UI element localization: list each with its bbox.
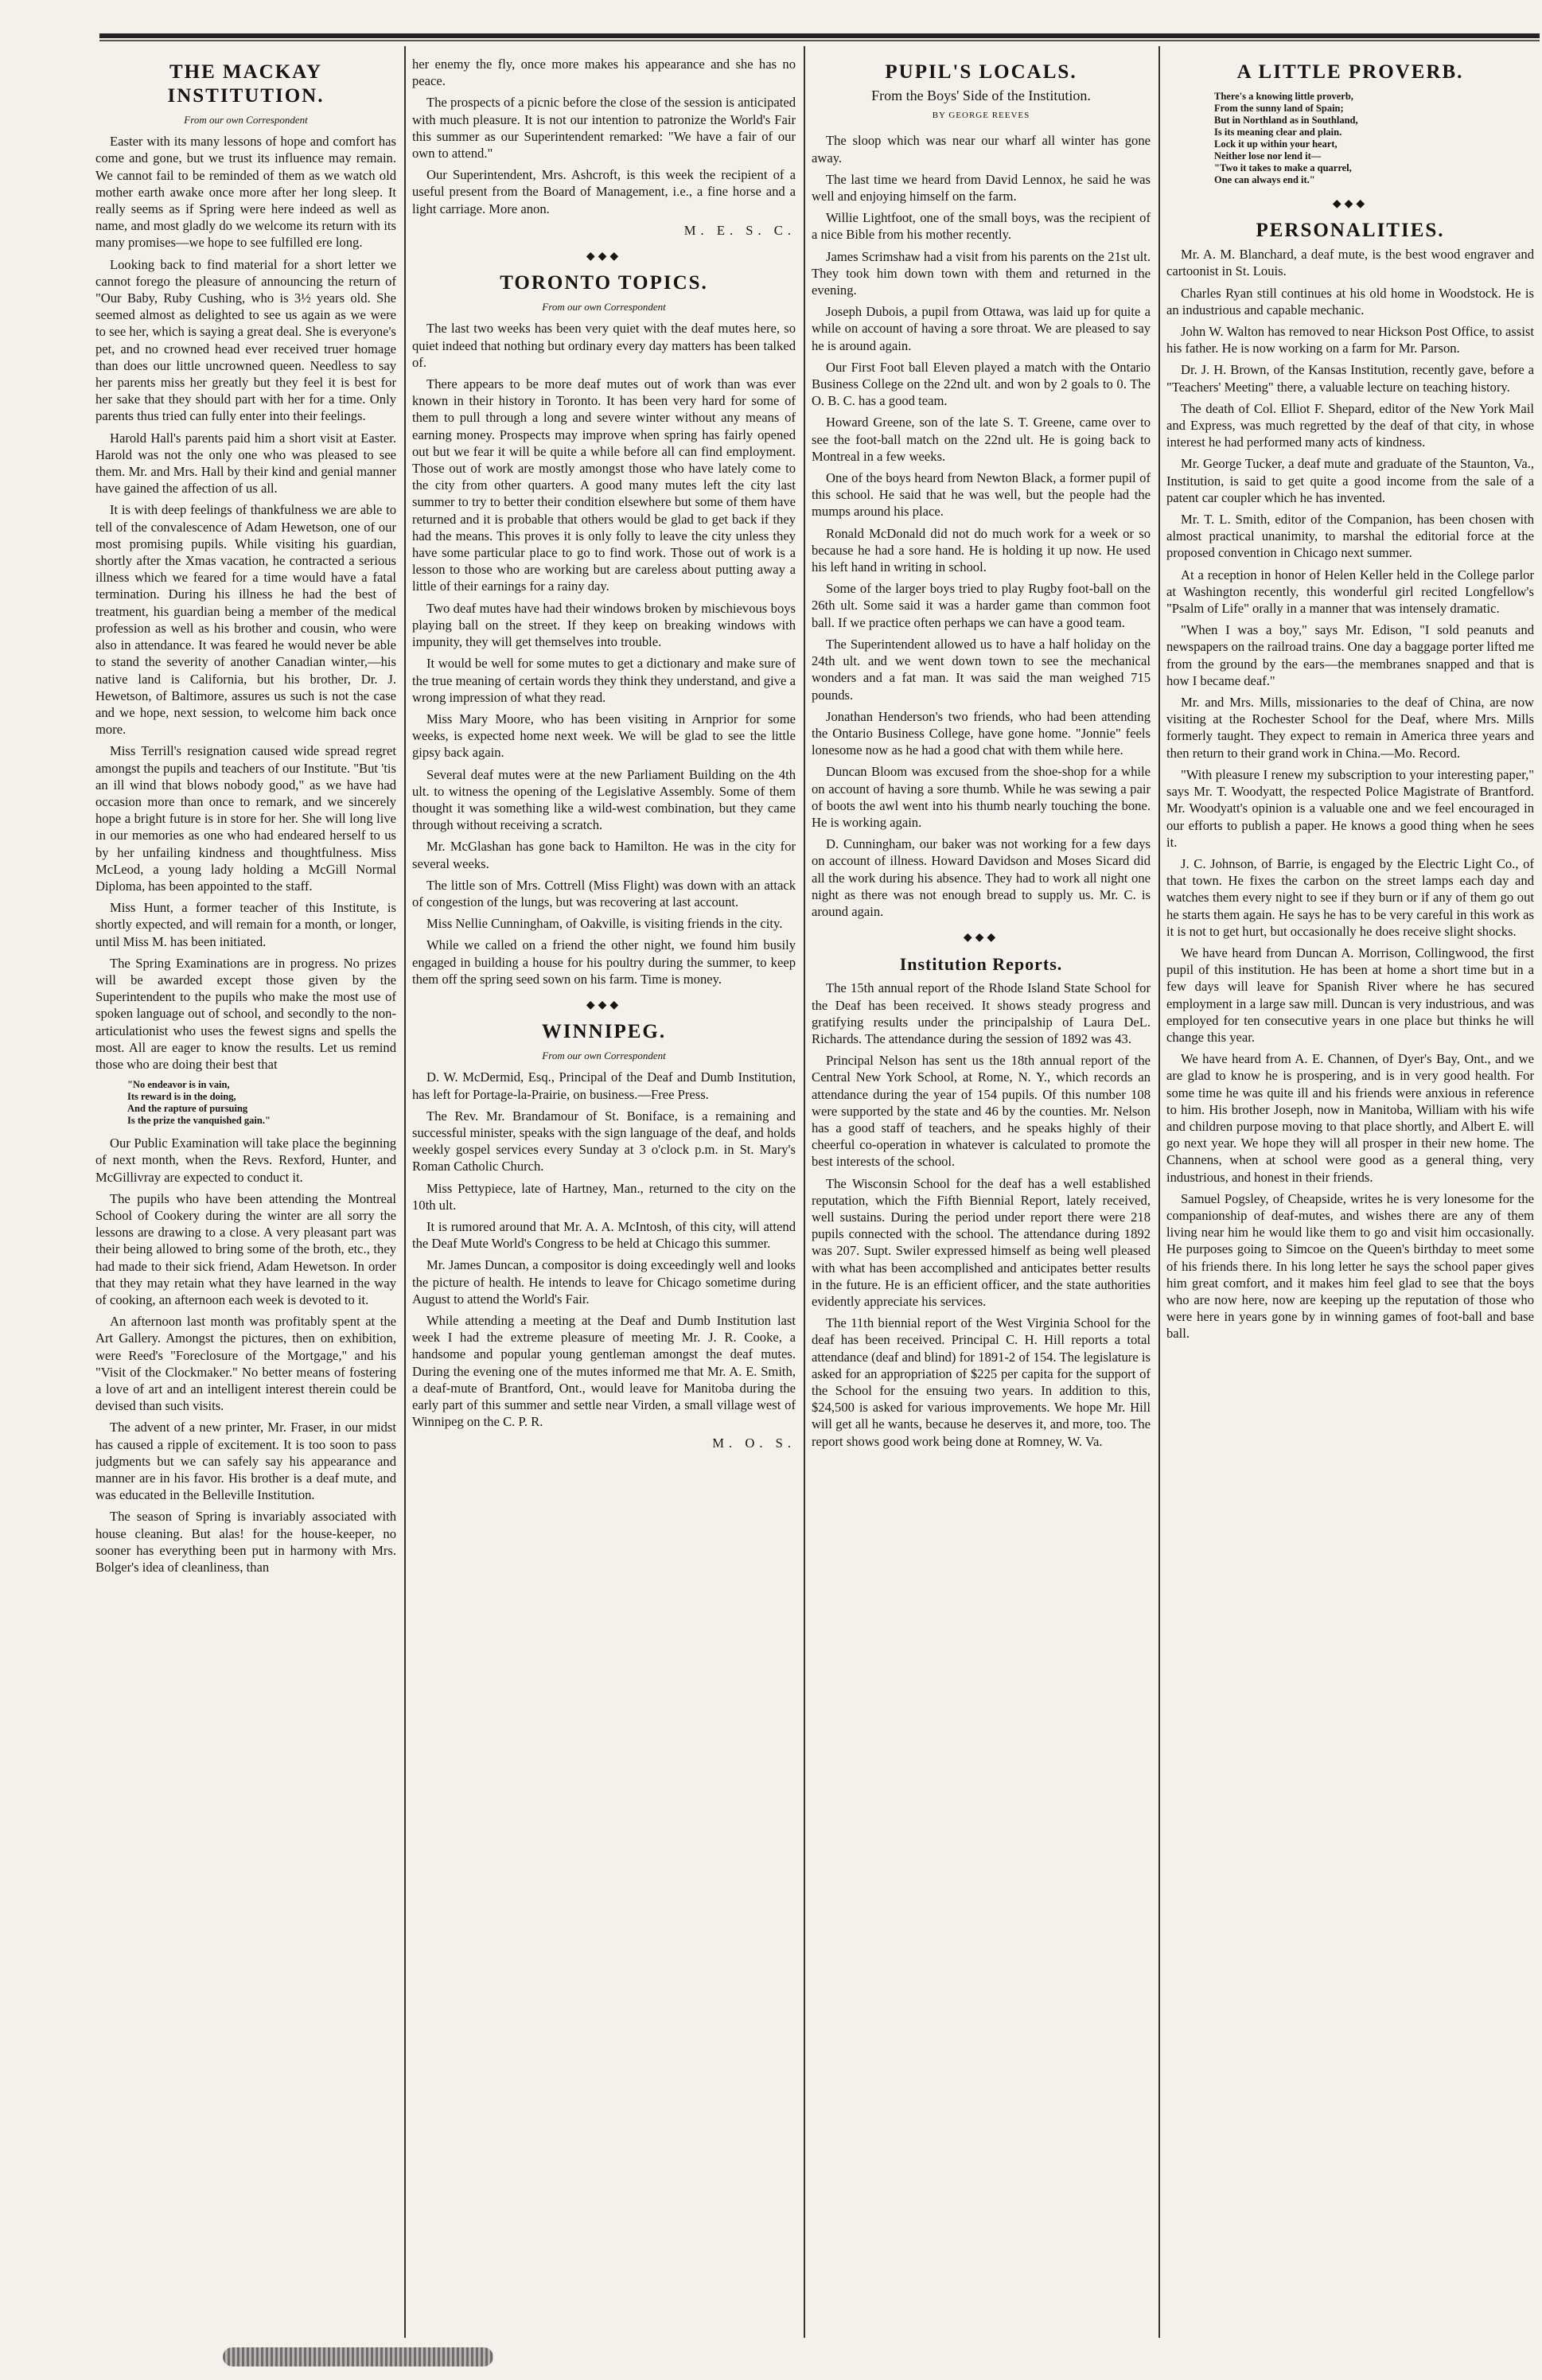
- paragraph: Miss Hunt, a former teacher of this Institute, is shortly expected, and will remain for a month, or longer, until Miss M. has been initiated.: [95, 900, 396, 949]
- paragraph: We have heard from A. E. Channen, of Dyer's Bay, Ont., and we are glad to know he is prospering, and is in very good health. For some time he was quite ill and his friends were anxious in reference to him. His brother Joseph, now in Manitoba, William with his wife and children purpose moving to that place shortly, and Albert E. will go next year. We hope they will all prosper in their new home. The Channens, when at school were good as a general thing, very industrious, and honest in their friends.: [1166, 1051, 1534, 1185]
- paragraph: Two deaf mutes have had their windows broken by mischievous boys playing ball on the street. If they keep on breaking windows with impunity, they will get themselves into trouble.: [412, 600, 796, 650]
- verse-line: "Two it takes to make a quarrel,: [1214, 162, 1352, 173]
- article-subheading: From our own Correspondent: [542, 1050, 666, 1062]
- paragraph: Miss Mary Moore, who has been visiting in Arnprior for some weeks, is expected home next week. We will be glad to see the little gipsy back again.: [412, 711, 796, 761]
- verse-line: Its reward is in the doing,: [127, 1091, 236, 1103]
- column-divider: [804, 46, 805, 2338]
- paragraph: The Superintendent allowed us to have a half holiday on the 24th ult. and we went down town to see the mechanical wonders and a fat man. It was said the man weighed 715 pounds.: [812, 636, 1151, 703]
- proverb-verse: [1214, 91, 1534, 186]
- article-heading: PUPIL'S LOCALS.: [885, 61, 1077, 83]
- paragraph: The prospects of a picnic before the close of the session is anticipated with much pleasure. It is not our intention to patronize the World's Fair this summer as our Superintendent remarked: "We have a fair of our own to attend.": [412, 95, 796, 162]
- paragraph: It is rumored around that Mr. A. A. McIntosh, of this city, will attend the Deaf Mute World's Congress to be held at Chicago this summer.: [412, 1218, 796, 1252]
- signature: M. E. S. C.: [683, 222, 796, 238]
- paragraph: Duncan Bloom was excused from the shoe-shop for a while on account of having a sore thumb. While he was sewing a pair of boots the awl went into his thumb nearly touching the bone. He is working again.: [812, 764, 1151, 830]
- article-body-continued: [95, 1135, 396, 1576]
- article-subheading: From our own Correspondent: [184, 114, 308, 126]
- paragraph: The pupils who have been attending the Montreal School of Cookery during the winter are all sorry the lessons are drawing to a close. A very pleasant part was their being allowed to bring some of the broth, etc., they had made to their sick friend, Adam Hewetson. In order that they may retain what they have learned in the way of cooking, an afternoon each week is devoted to it.: [95, 1190, 396, 1307]
- paragraph: Harold Hall's parents paid him a short visit at Easter. Harold was not the only one who was pleased to see them. Mr. and Mrs. Hall by their kind and genial manner have gained the affection of us all.: [95, 430, 396, 497]
- article-body: [95, 133, 396, 1073]
- column-4: [1166, 56, 1534, 2331]
- byline: BY GEORGE REEVES: [932, 111, 1030, 121]
- verse-line: One can always end it.": [1214, 174, 1315, 185]
- verse-line: But in Northland as in Southland,: [1214, 115, 1358, 126]
- paragraph: Charles Ryan still continues at his old home in Woodstock. He is an industrious and capable mechanic.: [1166, 285, 1534, 317]
- paragraph: D. W. McDermid, Esq., Principal of the Deaf and Dumb Institution, has left for Portage-la-Prairie, on business.—Free Press.: [412, 1069, 796, 1102]
- verse-line: Is its meaning clear and plain.: [1214, 127, 1342, 138]
- column-1: [95, 56, 396, 2331]
- column-3: [812, 56, 1151, 2331]
- article-body: [812, 980, 1151, 1449]
- verse-line: From the sunny land of Spain;: [1214, 103, 1344, 114]
- verse-line: And the rapture of pursuing: [127, 1103, 248, 1115]
- paragraph: We have heard from Duncan A. Morrison, Collingwood, the first pupil of this institution. He has been at home a short time but in a few days will leave for Spanish River where he has secured employment in a large saw mill. Duncan is very industrious, and was employed for ten consecutive years in one place but thinks he will change this year.: [1166, 945, 1534, 1045]
- section-separator: ◆◆◆: [1332, 198, 1369, 210]
- article-heading: TORONTO TOPICS.: [500, 272, 708, 294]
- paragraph: "When I was a boy," says Mr. Edison, "I sold peanuts and newspapers on the railroad trains. One day a baggage porter lifted me from the ground by the ears—the membranes snapped and that is how I became deaf.": [1166, 622, 1534, 688]
- article-continuation: [412, 56, 796, 217]
- paragraph: The 15th annual report of the Rhode Island State School for the Deaf has been received. It shows steady progress and gratifying results under the principalship of Laura DeL. Richards. The attendance during the session of 1892 was 43.: [812, 980, 1151, 1046]
- paragraph: The Rev. Mr. Brandamour of St. Boniface, is a remaining and successful minister, speaks with the sign language of the deaf, and holds weekly gospel services every Sunday at 3 o'clock p.m. in St. Mary's Roman Catholic Church.: [412, 1108, 796, 1174]
- paragraph: At a reception in honor of Helen Keller held in the College parlor at Washington recently, this wonderful girl recited Longfellow's "Psalm of Life" orally in a manner that was intensely dramatic.: [1166, 567, 1534, 617]
- paragraph: Willie Lightfoot, one of the small boys, was the recipient of a nice Bible from his mother recently.: [812, 210, 1151, 243]
- article-heading: A LITTLE PROVERB.: [1236, 61, 1464, 83]
- paragraph: her enemy the fly, once more makes his appearance and she has no peace.: [412, 56, 796, 89]
- quoted-verse: [127, 1079, 396, 1127]
- paragraph: An afternoon last month was profitably spent at the Art Gallery. Amongst the pictures, then on exhibition, were Reed's "Foreclosure of the Mortgage," and his "Visit of the Clockmaker." No better means of fostering a love of art and an intelligent interest therein could be devised than such visits.: [95, 1314, 396, 1414]
- paragraph: Mr. and Mrs. Mills, missionaries to the deaf of China, are now visiting at the Rochester School for the Deaf, where Mrs. Mills formerly taught. They expect to remain in America three years and then return to their grand work in China.—Mo. Record.: [1166, 695, 1534, 761]
- paragraph: It is with deep feelings of thankfulness we are able to tell of the convalescence of Adam Hewetson, one of our most promising pupils. While visiting his guardian, shortly after the Xmas vacation, he contracted a serious illness which we feared for a time would have a fatal termination. During his illness he had the best of treatment, his guardian being a member of the medical profession as well as his brother and cousin, who were also in attendance. It was feared he would never be able to stand the severity of another Canadian winter,—his native land is California, but his brother, Dr. J. Hewetson, of Baltimore, assures us such is not the case and we hope, next session, to welcome him back once more.: [95, 502, 396, 738]
- paragraph: Howard Greene, son of the late S. T. Greene, came over to see the foot-ball match on the 22nd ult. He is going back to Montreal in a few weeks.: [812, 415, 1151, 464]
- paragraph: Jonathan Henderson's two friends, who had been attending the Ontario Business College, have gone home. "Jonnie" feels lonesome now as he had a good chat with them while here.: [812, 708, 1151, 758]
- paragraph: It would be well for some mutes to get a dictionary and make sure of the true meaning of certain words they think they understand, and give a wrong impression of what they read.: [412, 656, 796, 705]
- paragraph: While we called on a friend the other night, we found him busily engaged in building a house for his poultry during the summer, to keep them off the spring seed sown on his farm. Time is money.: [412, 937, 796, 987]
- paragraph: James Scrimshaw had a visit from his parents on the 21st ult. They took him down town with them and returned in the evening.: [812, 248, 1151, 298]
- paragraph: Mr. A. M. Blanchard, a deaf mute, is the best wood engraver and cartoonist in St. Louis.: [1166, 247, 1534, 279]
- paragraph: Easter with its many lessons of hope and comfort has come and gone, but we trust its influence may remain. We cannot fail to be reminded of them as we watch old mother earth awake once more after her long sleep. It really seems as if Spring were here indeed as well as name, and most gladly do we welcome its return with its many promises—we hope to see fulfilled ere long.: [95, 134, 396, 251]
- paragraph: Samuel Pogsley, of Cheapside, writes he is very lonesome for the companionship of deaf-mutes, and wishes there are any of them living near him he would like them to go and visit him occasionally. He purposes going to Simcoe on the Queen's birthday to meet some of his friends there. In his long letter he says the school paper gives him great comfort, and it makes him feel glad to see that the boys who are now here, now are keeping up the reputation of those who were here in years gone by in winning games of foot-ball and base ball.: [1166, 1190, 1534, 1342]
- paragraph: Some of the larger boys tried to play Rugby foot-ball on the 26th ult. Some said it was a harder game than common foot ball. If we practice often perhaps we can have a good team.: [812, 581, 1151, 630]
- paragraph: Joseph Dubois, a pupil from Ottawa, was laid up for quite a while on account of having a sore throat. We are pleased to say he is around again.: [812, 304, 1151, 353]
- section-separator: ◆◆◆: [963, 932, 999, 945]
- paragraph: Miss Terrill's resignation caused wide spread regret amongst the pupils and teachers of our Institute. "But 'tis an ill wind that blows nobody good," as we have had occasion more than once to remark, and we sincerely hope a bright future is in store for her. She will long live in our memories as one who had endeared herself to us by her unfailing kindness and thoughtfulness. Miss McLeod, a young lady holding a McGill Normal Diploma, has been appointed to the staff.: [95, 743, 396, 894]
- paragraph: The last time we heard from David Lennox, he said he was well and enjoying himself on the farm.: [812, 171, 1151, 205]
- paragraph: The 11th biennial report of the West Virginia School for the deaf has been received. Principal C. H. Hill reports a total attendance (deaf and blind) for 1891-2 of 154. The legislature is asked for an appropriation of $225 per capita for the support of the School for the ensuing two years. In addition to this, $24,500 is asked for various improvements. We hope Mr. Hill will get all he wants, because he deserves it, and more, too. The report shows good work being done at Romney, W. Va.: [812, 1315, 1151, 1449]
- article-body: [412, 1069, 796, 1430]
- paragraph: John W. Walton has removed to near Hickson Post Office, to assist his father. He is now working on a farm for Mr. Parson.: [1166, 324, 1534, 356]
- article-heading: PERSONALITIES.: [1256, 220, 1445, 242]
- paragraph: The little son of Mrs. Cottrell (Miss Flight) was down with an attack of congestion of the lungs, but was recovering at last account.: [412, 877, 796, 910]
- paragraph: Ronald McDonald did not do much work for a week or so because he had a sore hand. He is holding it up now. He used his left hand in writing in school.: [812, 525, 1151, 575]
- bottom-ornament: [223, 2347, 493, 2366]
- top-rule: [99, 33, 1540, 38]
- paragraph: The season of Spring is invariably associated with house cleaning. But alas! for the house-keeper, no sooner has everything been put in harmony with Mrs. Bolger's idea of cleanliness, than: [95, 1509, 396, 1576]
- paragraph: Miss Pettypiece, late of Hartney, Man., returned to the city on the 10th ult.: [412, 1180, 796, 1213]
- paragraph: D. Cunningham, our baker was not working for a few days on account of illness. Howard Davidson and Moses Sicard did all the work during his absence. They had to work all night one night as there was not enough bread to supply us. Mr. C. is around again.: [812, 836, 1151, 919]
- verse-line: There's a knowing little proverb,: [1214, 91, 1353, 102]
- paragraph: The Spring Examinations are in progress. No prizes will be awarded except those given by the Superintendent to the pupils who make the most use of spoken language out of school, and secondly to the non-articulationist who uses the fewest signs and spells the most. All are eager to know the results. Let us remind those who are doing their best that: [95, 955, 396, 1072]
- column-divider: [1158, 46, 1160, 2338]
- paragraph: Dr. J. H. Brown, of the Kansas Institution, recently gave, before a "Teachers' Meeting" there, a valuable lecture on teaching history.: [1166, 362, 1534, 395]
- article-heading: Institution Reports.: [899, 954, 1063, 975]
- top-rule-thin: [99, 40, 1540, 41]
- paragraph: The Wisconsin School for the deaf has a well established reputation, which the Fifth Biennial Report, lately received, well sustains. During the period under report there were 218 pupils connected with the school. The attendance during 1892 was 207. Supt. Swiler expressed himself as being well pleased with what has been accomplished and anticipates better results in the future. He is an efficient officer, and the state authorities evidently appreciate his services.: [812, 1175, 1151, 1309]
- paragraph: The sloop which was near our wharf all winter has gone away.: [812, 133, 1151, 166]
- article-body: [812, 132, 1151, 920]
- paragraph: Our Superintendent, Mrs. Ashcroft, is this week the recipient of a useful present from the Board of Management, i.e., a fine horse and a light carriage. More anon.: [412, 167, 796, 216]
- paragraph: One of the boys heard from Newton Black, a former pupil of this school. He said that he was well, but the people had the mumps around his place.: [812, 470, 1151, 520]
- paragraph: The last two weeks has been very quiet with the deaf mutes here, so quiet indeed that nothing but ordinary every day matters has been talked of.: [412, 321, 796, 370]
- section-separator: ◆◆◆: [586, 999, 622, 1011]
- paragraph: Our First Foot ball Eleven played a match with the Ontario Business College on the 22nd ult. and won by 2 goals to 0. The O. B. C. has a good team.: [812, 359, 1151, 409]
- paragraph: Principal Nelson has sent us the 18th annual report of the Central New York School, at Rome, N. Y., which records an attendance during the year of 154 pupils. Of this number 108 were supported by the state and 46 by the counties. Mr. Nelson has a good staff of teachers, and he speaks highly of their cheerful co-operation in whatever is calculated to promote the best interests of the school.: [812, 1053, 1151, 1170]
- paragraph: While attending a meeting at the Deaf and Dumb Institution last week I had the extreme pleasure of meeting Mr. J. R. Cooke, a handsome and popular young gentleman amongst the deaf mutes. During the evening one of the mutes informed me that Mr. A. E. Smith, a deaf-mute of Brantford, Ont., would leave for Manitoba during the early part of this summer and settle near Virden, a small village west of Winnipeg on the C. P. R.: [412, 1313, 796, 1430]
- paragraph: Our Public Examination will take place the beginning of next month, when the Revs. Rexford, Hunter, and McGillivray are expected to conduct it.: [95, 1135, 396, 1185]
- column-2: [412, 56, 796, 2331]
- section-separator: ◆◆◆: [586, 251, 622, 263]
- paragraph: Several deaf mutes were at the new Parliament Building on the 4th ult. to witness the opening of the Legislative Assembly. Some of them thought it was something like a wild-west combination, but they came through without receiving a scratch.: [412, 766, 796, 833]
- paragraph: Mr. T. L. Smith, editor of the Companion, has been chosen with almost practical unanimity, to marshal the editorial force at the proposed convention in Chicago next summer.: [1166, 512, 1534, 561]
- paragraph: Mr. James Duncan, a compositor is doing exceedingly well and looks the picture of health. He intends to leave for Chicago sometime during August to attend the World's Fair.: [412, 1257, 796, 1307]
- paragraph: J. C. Johnson, of Barrie, is engaged by the Electric Light Co., of that town. He fixes the carbon on the street lamps each day and watches them every night to see if they burn or if any of them go out he starts them again. He says he has to be very careful in this work as it is not to get hurt, but occasionally he does receive slight shocks.: [1166, 855, 1534, 939]
- signature: M. O. S.: [712, 1435, 796, 1451]
- paragraph: Mr. McGlashan has gone back to Hamilton. He was in the city for several weeks.: [412, 839, 796, 871]
- paragraph: Looking back to find material for a short letter we cannot forego the pleasure of announcing the return of "Our Baby, Ruby Cushing, who is 3½ years old. She seemed almost as delighted to see us again as we were to see her, which is saying a great deal. She is everyone's pet, and no crowned head ever received truer homage than does our little uncrowned queen. Needless to say her parents miss her greatly but they feel it is best for her sake that they should part with her for a time. Only parents thus tried can fully enter into their feelings.: [95, 256, 396, 424]
- verse-line: "No endeavor is in vain,: [127, 1079, 230, 1091]
- article-subheading: From the Boys' Side of the Institution.: [871, 88, 1091, 103]
- paragraph: "With pleasure I renew my subscription to your interesting paper," says Mr. T. Woodyatt, the respected Police Magistrate of Brantford. Mr. Woodyatt's opinion is a valuable one and we feel encouraged in our efforts to publish a paper. He knows a good thing when he sees it.: [1166, 766, 1534, 850]
- article-body: [412, 320, 796, 987]
- article-heading: WINNIPEG.: [541, 1021, 667, 1043]
- verse-line: Is the prize the vanquished gain.": [127, 1115, 271, 1127]
- verse-line: Lock it up within your heart,: [1214, 138, 1338, 150]
- verse-line: Neither lose nor lend it—: [1214, 150, 1322, 162]
- article-subheading: From our own Correspondent: [542, 301, 666, 314]
- paragraph: Mr. George Tucker, a deaf mute and graduate of the Staunton, Va., Institution, is said to get quite a good income from the sale of a patent car coupler which he has invented.: [1166, 456, 1534, 505]
- article-heading: THE MACKAY INSTITUTION.: [167, 61, 325, 107]
- column-divider: [404, 46, 406, 2338]
- paragraph: Miss Nellie Cunningham, of Oakville, is visiting friends in the city.: [426, 916, 783, 932]
- paragraph: There appears to be more deaf mutes out of work than was ever known in their history in Toronto. It has been very hard for some of them to pull through a long and severe winter without any means of earning money. Prospects may improve when spring has fairly opened out but we fear it will be quite a while before all can find employment. Those out of work are mostly amongst those who have lately come to the city from other quarters. A good many mutes left the city last summer to try to better their condition elsewhere but some of them have returned and it is probable that others would be glad to get back if they had the means. This proves it is only folly to leave the city unless they have some particular place to go to find work. Those out of work is a lesson to those who are working but are careless about putting away a little of their earnings for a rainy day.: [412, 376, 796, 594]
- article-body: [1166, 246, 1534, 1342]
- paragraph: The death of Col. Elliot F. Shepard, editor of the New York Mail and Express, was much regretted by the deaf of that city, in whose interest he had performed many acts of kindness.: [1166, 400, 1534, 450]
- paragraph: The advent of a new printer, Mr. Fraser, in our midst has caused a ripple of excitement. It is too soon to pass judgments but we can safely say his appearance and manner are in his favor. His brother is a deaf mute, and was educated in the Belleville Institution.: [95, 1420, 396, 1503]
